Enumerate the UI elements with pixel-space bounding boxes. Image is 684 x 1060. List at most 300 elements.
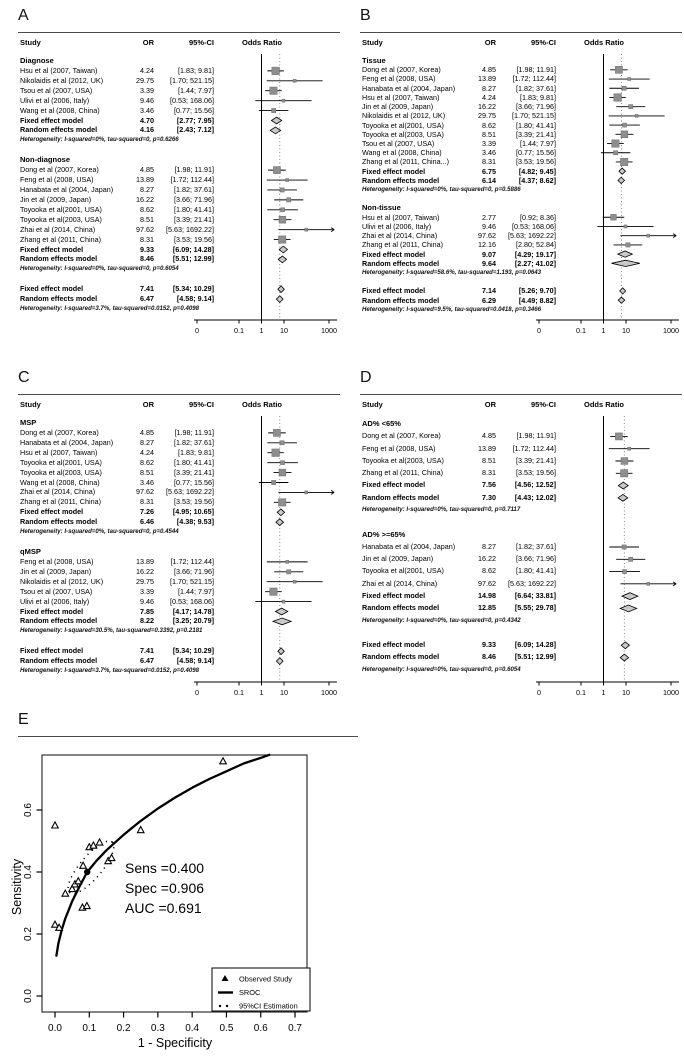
effect-square xyxy=(623,123,627,127)
axis-tick-label: 0.1 xyxy=(234,326,244,335)
effect-square xyxy=(622,86,626,90)
axis-tick-label: 0 xyxy=(195,688,199,697)
ci-value: [4.38; 9.53] xyxy=(176,517,214,527)
forest-row xyxy=(18,185,218,195)
ci-value: [3.53; 19.56] xyxy=(516,157,556,167)
or-value: 8.46 xyxy=(482,652,496,662)
pooled-diamond xyxy=(618,177,625,183)
observed-point-triangle xyxy=(62,890,69,896)
forest-row xyxy=(18,294,218,304)
forest-row xyxy=(360,213,560,222)
or-value: 8.31 xyxy=(482,157,496,167)
effect-square xyxy=(628,78,631,81)
ci-value: [4.49; 8.82] xyxy=(518,295,556,305)
pooled-model-label: Fixed effect model xyxy=(362,166,426,176)
pooled-model-label: Fixed effect model xyxy=(362,249,426,259)
heterogeneity-note: Heterogeneity: I-squared=3.7%, tau-squared=0.0152, p=0.4098 xyxy=(20,305,199,313)
effect-square xyxy=(629,557,633,561)
effect-square xyxy=(293,580,296,583)
column-header-ci: 95%-CI xyxy=(188,38,214,47)
study-name: Toyooka et al(2001, USA) xyxy=(20,204,102,214)
or-value: 8.27 xyxy=(140,185,154,194)
effect-square xyxy=(614,94,622,102)
heterogeneity-note: Heterogeneity: I-squared=0%, tau-squared=0, p=0.6054 xyxy=(20,265,179,273)
group-header: MSP xyxy=(20,418,37,427)
ci-value: [1.72; 112.44] xyxy=(170,556,214,566)
ci-value: [1.98; 11.91] xyxy=(174,165,214,175)
effect-square xyxy=(621,458,628,465)
or-value: 8.22 xyxy=(140,616,154,626)
or-value: 97.62 xyxy=(478,578,496,588)
pooled-model-label: Random effects model xyxy=(20,517,98,527)
study-name: Ulivi et al (2006, Italy) xyxy=(20,596,90,606)
or-value: 12.16 xyxy=(478,240,496,250)
ci-value: [5.63; 1692.22] xyxy=(508,578,556,588)
column-header-study: Study xyxy=(20,38,41,47)
or-value: 8.31 xyxy=(140,497,154,507)
effect-square xyxy=(305,491,308,494)
forest-row xyxy=(360,74,560,83)
effect-square xyxy=(626,243,630,247)
study-name: Dong et al (2007, Korea) xyxy=(362,431,441,441)
forest-row xyxy=(18,428,218,438)
forest-row xyxy=(18,76,218,86)
forest-row xyxy=(360,111,560,120)
effect-square xyxy=(279,216,286,223)
pooled-diamond xyxy=(618,494,628,501)
ci-value: [0.53; 168.06] xyxy=(512,221,556,231)
forest-row xyxy=(18,215,218,225)
or-value: 8.51 xyxy=(140,467,154,477)
or-value: 6.29 xyxy=(482,295,496,305)
or-value: 8.31 xyxy=(140,234,154,244)
axis-tick-label: 0.1 xyxy=(576,326,586,335)
or-value: 13.89 xyxy=(478,443,496,453)
study-name: Jin et al (2009, Japan) xyxy=(20,566,92,576)
forest-row xyxy=(18,547,218,557)
ci-value: [2.27; 41.02] xyxy=(514,258,556,268)
legend-label: Observed Study xyxy=(239,974,292,984)
ci-value: [5.63; 1692.22] xyxy=(508,231,556,241)
effect-square xyxy=(293,79,296,82)
pooled-model-label: Fixed effect model xyxy=(20,606,84,616)
ci-value: [4.58; 9.14] xyxy=(176,656,214,666)
pooled-model-label: Fixed effect model xyxy=(20,284,84,294)
forest-row xyxy=(360,231,560,240)
effect-square xyxy=(272,108,276,112)
pooled-model-label: Random effects model xyxy=(20,254,98,264)
ci-value: [1.72; 112.44] xyxy=(512,443,556,453)
study-name: Ulivi et al (2006, Italy) xyxy=(362,221,432,231)
ci-value: [1.98; 11.91] xyxy=(516,431,556,441)
ci-value: [4.17; 14.78] xyxy=(172,606,214,616)
axis-tick-label: 0.1 xyxy=(576,688,586,697)
group-header: Diagnose xyxy=(20,56,54,65)
ci-value: [1.80; 41.41] xyxy=(174,457,214,467)
heterogeneity-note: Heterogeneity: I-squared=0%, tau-squared=0, p=0.4544 xyxy=(20,528,179,536)
forest-row xyxy=(360,286,560,295)
forest-row xyxy=(360,56,560,65)
axis-tick-label: 10 xyxy=(622,688,630,697)
legend-label: SROC xyxy=(239,988,261,998)
effect-square xyxy=(282,600,285,603)
study-name: Tsou et al (2007, USA) xyxy=(20,586,93,596)
study-name: Feng et al (2008, USA) xyxy=(362,443,436,453)
pooled-model-label: Fixed effect model xyxy=(362,480,426,490)
forest-plot-strip xyxy=(194,54,344,350)
legend-dot-icon xyxy=(226,1005,228,1007)
forest-panel-b xyxy=(360,8,682,352)
pooled-diamond xyxy=(620,654,628,661)
ci-value: [5.55; 29.78] xyxy=(514,603,556,613)
effect-square xyxy=(287,198,291,202)
pooled-model-label: Fixed effect model xyxy=(20,646,84,656)
pooled-diamond xyxy=(273,618,291,625)
study-name: Tsou et al (2007, USA) xyxy=(20,85,93,95)
or-value: 13.89 xyxy=(136,556,154,566)
ci-value: [3.66; 71.96] xyxy=(516,554,556,564)
forest-row xyxy=(18,507,218,517)
group-header: Tissue xyxy=(362,56,386,65)
forest-row xyxy=(18,418,218,428)
forest-row xyxy=(360,84,560,93)
forest-row xyxy=(18,225,218,235)
study-name: Dong et al (2007, Korea) xyxy=(20,427,99,437)
pooled-model-label: Random effects model xyxy=(20,616,98,626)
forest-panel-a xyxy=(18,8,340,352)
forest-row xyxy=(360,296,560,305)
heterogeneity-note: Heterogeneity: I-squared=30.5%, tau-squared=0.3392, p=0.2181 xyxy=(20,627,203,635)
forest-row xyxy=(18,607,218,617)
study-name: Zhai et al (2014, China) xyxy=(362,578,438,588)
annotation-line: Sens =0.400 xyxy=(125,860,205,876)
forest-row xyxy=(360,203,560,212)
forest-row xyxy=(18,448,218,458)
group-header: Non-diagnose xyxy=(20,155,70,165)
forest-row xyxy=(18,254,218,264)
forest-row xyxy=(18,626,218,636)
study-name: Toyooka et al(2001, USA) xyxy=(362,120,444,130)
forest-row xyxy=(18,458,218,468)
pooled-model-label: Random effects model xyxy=(362,492,440,502)
sroc-curve xyxy=(56,755,269,956)
axis-tick-label: 1 xyxy=(259,326,264,335)
effect-square xyxy=(278,236,285,243)
or-value: 7.30 xyxy=(482,492,496,502)
study-name: Zhai et al (2014, China) xyxy=(20,224,96,234)
pooled-diamond xyxy=(618,251,633,257)
study-name: Feng et al (2008, USA) xyxy=(20,175,94,185)
pooled-diamond xyxy=(618,482,628,489)
or-value: 13.89 xyxy=(478,74,496,84)
sroc-plot xyxy=(10,742,358,1056)
pooled-diamond xyxy=(278,286,284,293)
forest-row xyxy=(360,664,560,676)
group-header: AD% <65% xyxy=(362,419,401,428)
ci-value: [1.70; 521.15] xyxy=(170,576,214,586)
pooled-diamond xyxy=(276,658,283,665)
pooled-model-label: Random effects model xyxy=(362,295,440,305)
or-value: 3.46 xyxy=(482,148,496,158)
forest-row xyxy=(360,65,560,74)
or-value: 3.39 xyxy=(140,85,154,95)
effect-square xyxy=(620,158,627,165)
ci-value: [4.58; 9.14] xyxy=(176,294,214,304)
forest-row xyxy=(360,102,560,111)
forest-row xyxy=(18,468,218,478)
forest-row xyxy=(18,125,218,135)
ci-value: [1.44; 7.97] xyxy=(178,85,214,95)
ci-value: [0.77; 15.56] xyxy=(174,477,214,487)
effect-square xyxy=(270,87,277,94)
ci-value: [3.53; 19.56] xyxy=(516,468,556,478)
ci-value: [5.63; 1692.22] xyxy=(166,224,214,234)
ci-value: [1.44; 7.97] xyxy=(178,586,214,596)
effect-square xyxy=(282,99,285,102)
heterogeneity-note: Heterogeneity: I-squared=0%, tau-squared=0, p=0.6266 xyxy=(20,136,179,144)
forest-row xyxy=(360,529,560,541)
axis-tick-label: 0 xyxy=(195,326,199,335)
or-value: 3.39 xyxy=(482,138,496,148)
effect-square xyxy=(624,225,627,228)
or-value: 14.98 xyxy=(478,591,496,600)
forest-row xyxy=(18,438,218,448)
forest-row xyxy=(360,259,560,268)
study-name: Toyooka et al(2003, USA) xyxy=(20,214,102,224)
column-header-odds-ratio: Odds Ratio xyxy=(583,38,624,47)
pooled-diamond xyxy=(619,168,626,174)
ci-value: [1.80; 41.41] xyxy=(516,566,556,576)
forest-plot-strip xyxy=(536,416,684,712)
ci-value: [3.66; 71.96] xyxy=(516,102,556,112)
or-value: 3.46 xyxy=(140,105,154,115)
pooled-model-label: Fixed effect model xyxy=(362,640,426,650)
forest-row xyxy=(18,195,218,205)
ci-value: [1.82; 37.61] xyxy=(516,83,556,93)
ci-value: [4.82; 9.45] xyxy=(518,166,556,176)
or-value: 3.39 xyxy=(140,586,154,596)
forest-row xyxy=(18,56,218,66)
ci-value: [5.63; 1692.22] xyxy=(166,487,214,497)
study-name: Hanabata et al (2004, Japan) xyxy=(362,83,456,93)
axis-tick-label: 1 xyxy=(259,688,264,697)
study-name: Toyooka et al(2001, USA) xyxy=(362,566,444,576)
forest-row xyxy=(360,121,560,130)
forest-row xyxy=(360,418,560,430)
forest-row xyxy=(360,541,560,553)
effect-square xyxy=(286,560,289,563)
summary-point xyxy=(84,869,90,875)
study-name: Dong et al (2007, Korea) xyxy=(20,165,99,175)
ci-value: [3.66; 71.96] xyxy=(174,566,214,576)
effect-square xyxy=(287,570,291,574)
or-value: 8.62 xyxy=(482,120,496,130)
ci-value: [1.98; 11.91] xyxy=(174,427,214,437)
column-header-or: OR xyxy=(142,400,154,409)
or-value: 16.22 xyxy=(136,566,154,576)
pooled-diamond xyxy=(278,648,284,655)
forest-row xyxy=(18,478,218,488)
or-value: 6.46 xyxy=(140,517,154,527)
x-tick-label: 0.3 xyxy=(150,1023,165,1034)
ci-value: [3.39; 21.41] xyxy=(174,214,214,224)
or-value: 9.64 xyxy=(482,258,496,268)
study-name: Toyooka et al(2003, USA) xyxy=(20,467,102,477)
column-header-ci: 95%-CI xyxy=(530,400,556,409)
forest-row xyxy=(18,284,218,294)
effect-square xyxy=(272,449,280,457)
or-value: 8.62 xyxy=(140,457,154,467)
panel-letter: E xyxy=(18,711,29,728)
ci-value: [5.51; 12.99] xyxy=(172,254,214,264)
y-tick-label: 0.2 xyxy=(23,927,34,941)
effect-square xyxy=(621,131,628,138)
forest-row xyxy=(360,565,560,577)
heterogeneity-note: Heterogeneity: I-squared=0%, tau-squared=0, p=0.6054 xyxy=(362,665,521,673)
or-value: 7.26 xyxy=(140,507,154,517)
heterogeneity-note: Heterogeneity: I-squared=9.5%, tau-squared=0.0418, p=0.3466 xyxy=(362,305,541,313)
forest-row xyxy=(360,602,560,614)
annotation-line: AUC =0.691 xyxy=(125,900,202,916)
forest-row xyxy=(18,66,218,76)
column-header-or: OR xyxy=(484,400,496,409)
axis-tick-label: 10 xyxy=(280,326,288,335)
pooled-model-label: Fixed effect model xyxy=(362,286,426,296)
study-name: Toyooka et al(2003, USA) xyxy=(362,455,444,465)
study-name: Zhai et al (2014, China) xyxy=(20,487,96,497)
axis-tick-label: 1000 xyxy=(321,688,337,697)
y-tick-label: 0.0 xyxy=(23,989,34,1003)
heterogeneity-note: Heterogeneity: I-squared=58.6%, tau-squared=1.193, p=0.0643 xyxy=(362,268,541,276)
forest-row xyxy=(18,577,218,587)
observed-point-triangle xyxy=(75,878,82,884)
pooled-diamond xyxy=(271,117,281,124)
panel-letter: A xyxy=(18,7,29,24)
study-name: Wang et al (2008, China) xyxy=(20,477,100,487)
observed-point-triangle xyxy=(137,827,144,833)
or-value: 8.51 xyxy=(482,129,496,139)
axis-tick-label: 10 xyxy=(622,326,630,335)
forest-row xyxy=(360,651,560,663)
x-tick-label: 0.4 xyxy=(185,1023,200,1034)
effect-square xyxy=(273,429,280,436)
x-tick-label: 0.6 xyxy=(253,1023,268,1034)
forest-row xyxy=(360,185,560,194)
forest-row xyxy=(360,176,560,185)
x-tick-label: 0.0 xyxy=(48,1023,62,1034)
ci-value: [1.80; 41.41] xyxy=(516,120,556,130)
study-name: Dong et al (2007, Korea) xyxy=(362,65,441,75)
forest-row xyxy=(360,479,560,491)
observed-point-triangle xyxy=(220,758,227,764)
pooled-diamond xyxy=(276,296,283,303)
or-value: 8.51 xyxy=(482,455,496,465)
forest-row xyxy=(18,304,218,314)
ci-value: [1.82; 37.61] xyxy=(174,185,214,194)
or-value: 6.14 xyxy=(482,175,496,185)
forest-row xyxy=(360,130,560,139)
panel-letter: B xyxy=(360,7,371,24)
heterogeneity-note: Heterogeneity: I-squared=0%, tau-squared=0, p=0.5886 xyxy=(362,186,521,193)
or-value: 8.62 xyxy=(140,204,154,214)
effect-square xyxy=(628,447,631,450)
ci-value: [1.70; 521.15] xyxy=(512,111,556,121)
forest-row xyxy=(360,139,560,148)
ci-value: [2.77; 7.95] xyxy=(176,115,214,125)
observed-point-triangle xyxy=(84,903,91,909)
ci-value: [1.44; 7.97] xyxy=(520,138,556,148)
or-value: 2.77 xyxy=(482,212,496,222)
or-value: 7.41 xyxy=(140,646,154,656)
or-value: 9.07 xyxy=(482,249,496,259)
ci-value: [0.92; 8.36] xyxy=(520,212,556,222)
ci-value: [3.39; 21.41] xyxy=(174,467,214,477)
or-value: 4.85 xyxy=(140,427,154,437)
forest-row xyxy=(18,517,218,527)
effect-square xyxy=(280,188,284,192)
pooled-model-label: Fixed effect model xyxy=(20,115,84,125)
study-name: Nikolaidis et al (2012, UK) xyxy=(20,576,104,586)
pooled-model-label: Random effects model xyxy=(20,125,98,135)
effect-square xyxy=(281,461,285,465)
study-name: Ulivi et al (2006, Italy) xyxy=(20,95,90,105)
or-value: 8.27 xyxy=(140,437,154,447)
or-value: 8.51 xyxy=(140,214,154,224)
or-value: 9.46 xyxy=(140,95,154,105)
forest-row xyxy=(360,455,560,467)
forest-row xyxy=(360,467,560,479)
heterogeneity-note: Heterogeneity: I-squared=3.7%, tau-squared=0.0152, p=0.4098 xyxy=(20,667,199,675)
study-name: Zhang et al (2011, China) xyxy=(362,468,443,478)
effect-square xyxy=(620,470,627,477)
or-value: 4.85 xyxy=(140,165,154,175)
effect-square xyxy=(611,214,617,220)
effect-square xyxy=(629,105,633,109)
ci-value: [1.82; 37.61] xyxy=(516,541,556,551)
forest-row xyxy=(18,96,218,106)
effect-square xyxy=(278,499,285,506)
effect-square xyxy=(647,582,650,585)
effect-square xyxy=(270,588,277,595)
forest-row xyxy=(18,86,218,96)
or-value: 7.14 xyxy=(482,286,496,296)
group-header: Non-tissue xyxy=(362,203,401,213)
ci-value: [1.98; 11.91] xyxy=(516,65,556,75)
study-name: Zhang et al (2011, China) xyxy=(20,497,101,507)
forest-row xyxy=(360,504,560,516)
forest-row xyxy=(360,430,560,442)
forest-row xyxy=(18,264,218,274)
pooled-diamond xyxy=(612,260,640,266)
effect-square xyxy=(614,151,618,155)
pooled-diamond xyxy=(270,127,281,134)
or-value: 7.85 xyxy=(140,606,154,616)
ci-value: [3.25; 20.79] xyxy=(172,616,214,626)
heterogeneity-note: Heterogeneity: I-squared=0%, tau-squared=0, p=0.4342 xyxy=(362,616,521,624)
panel-letter: C xyxy=(18,369,30,386)
column-header-study: Study xyxy=(20,400,41,409)
effect-square xyxy=(622,545,626,549)
ci-value: [5.26; 9.70] xyxy=(518,286,556,296)
forest-plot-strip xyxy=(536,54,684,350)
y-tick-label: 0.6 xyxy=(23,803,34,817)
forest-row xyxy=(18,487,218,497)
forest-row xyxy=(18,567,218,577)
ci-value: [2.80; 52.84] xyxy=(516,240,556,250)
pooled-diamond xyxy=(276,519,284,526)
or-value: 8.27 xyxy=(482,83,496,93)
axis-tick-label: 10 xyxy=(280,688,288,697)
